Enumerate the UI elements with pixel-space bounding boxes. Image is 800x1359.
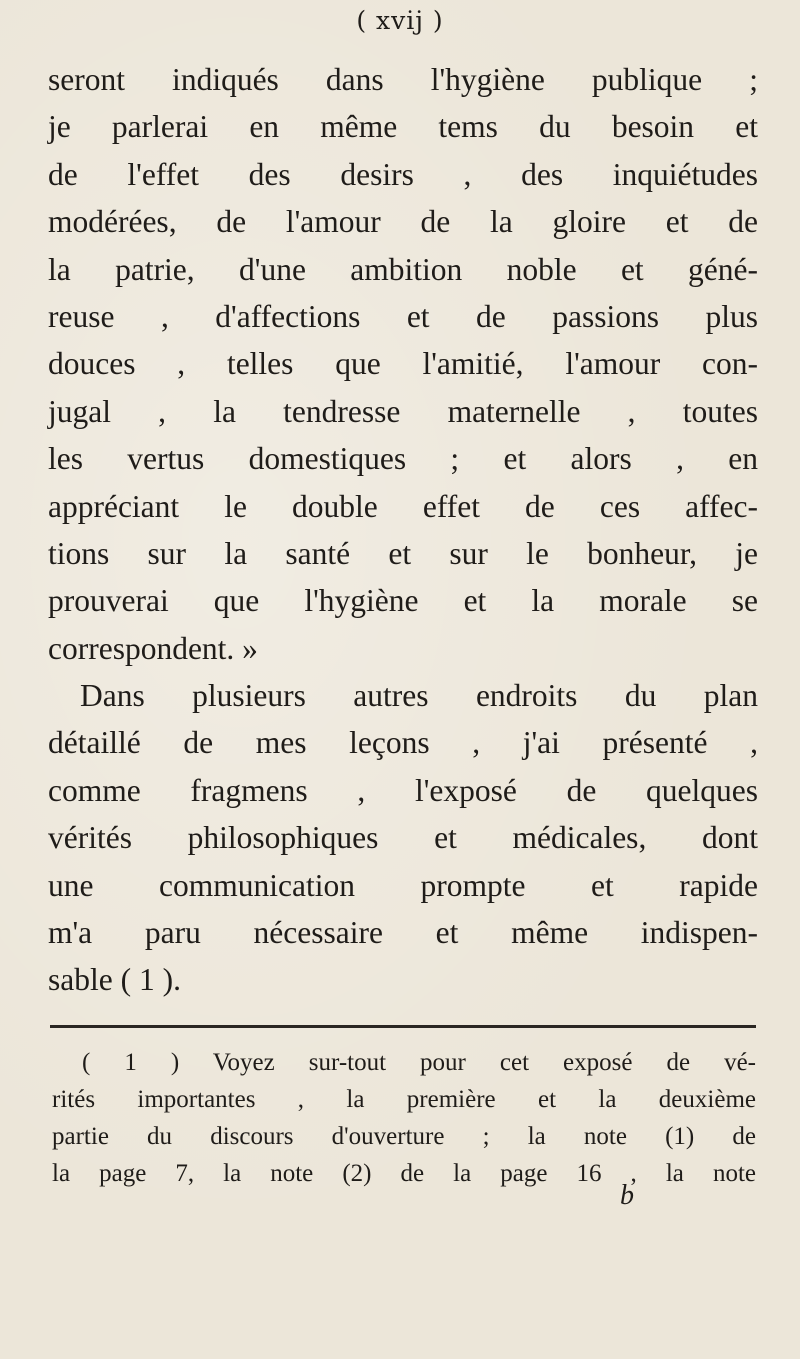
text-line-17: vérités philosophiques et médicales, dont [48,820,758,856]
text-line-14: Dans plusieurs autres endroits du plan [80,678,758,714]
signature-mark: b [620,1180,634,1211]
text-line-10: appréciant le double effet de ces affec- [48,488,758,524]
footnote-line-4: la page 7, la note (2) de la page 16 , la note [52,1160,756,1187]
page-number-header: ( xvij ) [356,6,444,35]
text-line-11: tions sur la santé et sur le bonheur, je [48,535,758,571]
text-line-19: m'a paru nécessaire et même indispen- [48,915,758,951]
text-line-18: une communication prompte et rapide [48,867,758,903]
text-line-1: seront indiqués dans l'hygiène publique ; [48,62,758,97]
footnote [52,1044,756,1192]
footnote-line-1: ( 1 ) Voyez sur-tout pour cet exposé de vé- [82,1049,756,1076]
text-line-6: reuse , d'affections et de passions plus [48,298,758,334]
footnote-line-3: partie du discours d'ouverture ; la note (1) de [52,1123,756,1150]
text-line-2: je parlerai en même tems du besoin et [48,109,758,145]
text-line-3: de l'effet des desirs , des inquiétudes [48,156,758,192]
footnote-divider [50,1025,756,1028]
text-line-20: sable ( 1 ). [48,962,181,998]
text-line-15: détaillé de mes leçons , j'ai présenté , [48,725,758,761]
text-line-4: modérées, de l'amour de la gloire et de [48,204,758,240]
text-line-12: prouverai que l'hygiène et la morale se [48,583,758,619]
text-line-16: comme fragmens , l'exposé de quelques [48,772,758,808]
text-line-5: la patrie, d'une ambition noble et géné- [48,251,758,287]
main-text [48,56,758,1004]
text-line-7: douces , telles que l'amitié, l'amour con- [48,346,758,382]
text-line-13: correspondent. » [48,630,258,666]
footnote-line-2: rités importantes , la première et la deuxième [52,1086,756,1113]
text-line-9: les vertus domestiques ; et alors , en [48,441,758,477]
text-line-8: jugal , la tendresse maternelle , toutes [48,393,758,429]
